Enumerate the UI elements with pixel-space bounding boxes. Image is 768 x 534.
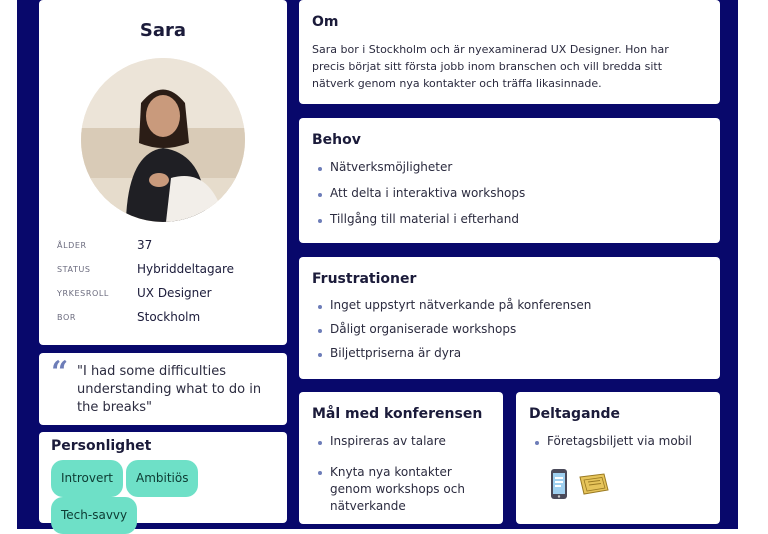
goals-list [316,434,496,515]
meta-row-status [57,262,277,280]
meta-label: STATUS [57,265,91,274]
ticket-icon [578,473,610,495]
frustrations-title: Frustrationer [312,271,417,287]
list-item: Inspireras av talare [316,434,496,464]
frustrations-card [299,257,720,379]
persona-name: Sara [139,20,187,41]
meta-row-age [57,238,277,256]
quote-icon: “ [51,355,69,390]
needs-card [299,118,720,243]
tag-tech-savvy: Tech-savvy [51,497,137,534]
list-item: Företagsbiljett via mobil [533,434,713,448]
list-item: Knyta nya kontakter genom workshops och nätverkande [316,464,496,515]
list-item: Att delta i interaktiva workshops [316,186,706,212]
meta-value: UX Designer [137,286,212,300]
list-item: Tillgång till material i efterhand [316,212,706,238]
needs-title: Behov [312,132,361,148]
frustrations-list [316,298,706,370]
avatar [81,58,245,222]
list-item: Dåligt organiserade workshops [316,322,706,346]
needs-list [316,160,706,238]
quote-card [39,353,287,425]
list-item: Nätverksmöjligheter [316,160,706,186]
about-title: Om [312,14,339,30]
tag-introvert: Introvert [51,460,123,497]
meta-value: Hybriddeltagare [137,262,235,276]
personality-card [39,432,287,523]
participation-title: Deltagande [529,406,621,422]
mobile-phone-icon [550,468,568,500]
participation-list [533,434,713,448]
avatar-photo [81,58,245,222]
meta-value: 37 [137,238,153,252]
goals-card [299,392,503,524]
meta-label: YRKESROLL [57,289,109,298]
meta-label: BOR [57,313,77,322]
meta-label: ÅLDER [57,241,87,250]
meta-row-location [57,310,277,328]
quote-text: "I had some difficulties understanding what to do in the breaks" [77,364,262,415]
personality-tags [51,460,281,534]
profile-card [39,0,287,345]
list-item: Biljettpriserna är dyra [316,346,706,370]
participation-card [516,392,720,524]
tag-ambitious: Ambitiös [126,460,198,497]
about-text: Sara bor i Stockholm och är nyexaminerad UX Designer. Hon har precis börjat sitt första jobb inom branschen och vill bredda sitt nätverk genom nya kontakter och träffa likasinnade. [312,43,669,90]
persona-board [17,0,738,529]
meta-row-role [57,286,277,304]
about-card [299,0,720,104]
list-item: Inget uppstyrt nätverkande på konferensen [316,298,706,322]
personality-title: Personlighet [51,438,152,454]
goals-title: Mål med konferensen [312,406,483,422]
meta-value: Stockholm [137,310,201,324]
